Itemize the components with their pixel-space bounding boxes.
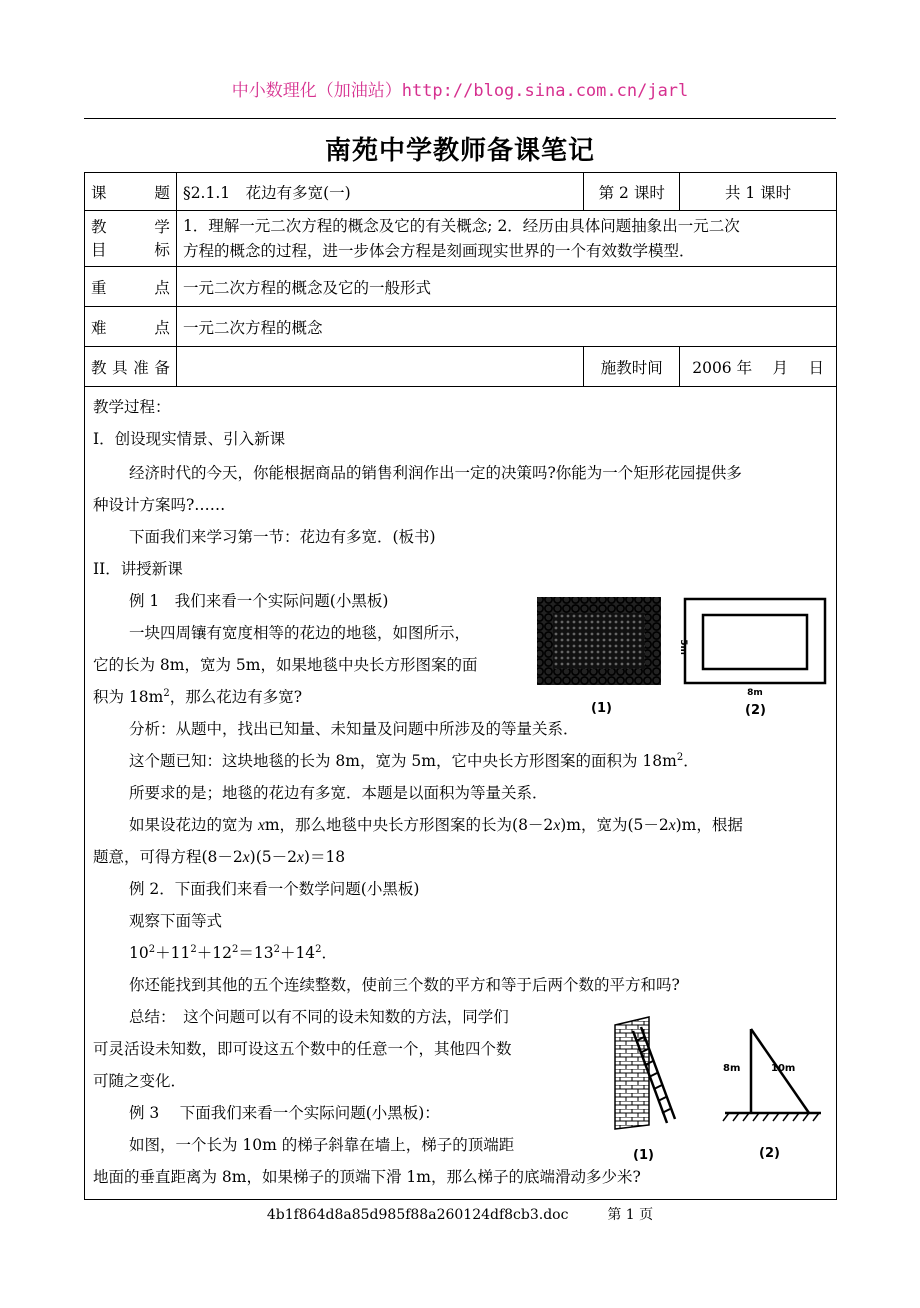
lesson-total: 共 1 课时 <box>680 173 837 211</box>
section-2-title: II．讲授新课 <box>93 560 183 578</box>
triangle-hypotenuse-label: 10m <box>771 1063 796 1074</box>
time-label: 施教时间 <box>584 347 680 387</box>
known-line: 这个题已知：这块地毯的长为 8m，宽为 5m，它中央长方形图案的面积为 $18m^2$． <box>129 752 699 770</box>
difficulty-value: 一元二次方程的概念 <box>176 307 836 347</box>
ladder-figure-label: (1) <box>633 1148 654 1163</box>
example-1-line-1: 一块四周镶有宽度相等的花边的地毯，如图所示， <box>129 624 471 642</box>
document-title: 南苑中学教师备课笔记 <box>324 136 595 166</box>
ladder-figure <box>605 1013 685 1163</box>
key-point-row <box>85 267 837 307</box>
example-1-line-2: 它的长为 8m，宽为 5m，如果地毯中央长方形图案的面 <box>93 656 478 674</box>
example-1-line-3: 积为 $18m^2$，那么花边有多宽? <box>93 688 303 706</box>
teaching-process <box>85 387 837 1200</box>
goals-row <box>85 211 837 267</box>
topic-row <box>85 173 837 211</box>
key-point-value: 一元二次方程的概念及它的一般形式 <box>176 267 836 307</box>
carpet-figure <box>535 595 665 715</box>
outer-rectangle <box>685 599 825 683</box>
footer-page-number: 第 1 页 <box>607 1207 654 1223</box>
example-3-title: 例 3 下面我们来看一个实际问题(小黑板)： <box>129 1104 440 1122</box>
summary-line-2: 可灵活设未知数，即可设这五个数中的任意一个，其他四个数 <box>93 1040 512 1058</box>
observe-line: 观察下面等式 <box>129 912 223 930</box>
rect-width-label: 8m <box>747 688 763 698</box>
analysis-line: 分析：从题中，找出已知量、未知量及问题中所涉及的等量关系． <box>129 720 579 738</box>
example-2-question: 你还能找到其他的五个连续整数，使前三个数的平方和等于后两个数的平方和吗? <box>129 976 680 994</box>
header-link[interactable]: 中小数理化（加油站）http://blog.sina.com.cn/jarl <box>231 81 689 101</box>
footer-filename: 4b1f864d8a85d985f88a260124df8cb3.doc <box>266 1207 569 1223</box>
intro-line-2: 种设计方案吗?…… <box>93 496 226 514</box>
intro-line-3: 下面我们来学习第一节：花边有多宽．(板书) <box>129 528 436 546</box>
wanted-line: 所要求的是；地毯的花边有多宽．本题是以面积为等量关系． <box>129 784 548 802</box>
summary-line-1: 总结： 这个问题可以有不同的设未知数的方法，同学们 <box>129 1008 509 1026</box>
triangle-figure-label: (2) <box>759 1146 780 1161</box>
rect-height-label: 5m <box>678 639 688 655</box>
equation-line: $10^2+11^2+12^2=13^2+14^2$． <box>129 944 338 962</box>
triangle-height-label: 8m <box>723 1063 741 1074</box>
triangle-figure <box>717 1021 827 1161</box>
header-divider <box>84 118 836 119</box>
rect-figure-label: (2) <box>745 703 766 717</box>
setup-line-2: 题意，可得方程(8－2x)(5－2x)＝18 <box>93 848 346 866</box>
intro-line-1: 经济时代的今天，你能根据商品的销售利润作出一定的决策吗?你能为一个矩形花园提供多 <box>129 464 742 482</box>
tools-label: 教具准备 <box>85 347 177 387</box>
tools-row <box>85 347 837 387</box>
carpet-figure-label: (1) <box>591 701 612 715</box>
rectangle-figure <box>675 597 835 717</box>
example-2-title: 例 2．下面我们来看一个数学问题(小黑板) <box>129 880 420 898</box>
time-value: 2006 年 月 日 <box>680 347 837 387</box>
difficulty-label: 难 点 <box>85 307 177 347</box>
page-footer <box>0 1204 920 1224</box>
lesson-plan-table <box>84 172 837 1200</box>
goals-label: 教 学 目 标 <box>85 211 177 267</box>
summary-line-3: 可随之变化． <box>93 1072 187 1090</box>
section-1-title: I．创设现实情景、引入新课 <box>93 430 286 448</box>
topic-label: 课 题 <box>85 173 177 211</box>
key-point-label: 重 点 <box>85 267 177 307</box>
setup-line-1: 如果设花边的宽为 xm，那么地毯中央长方形图案的长为(8－2x)m，宽为(5－2x)m，根据 <box>129 816 743 834</box>
process-row <box>85 387 837 1200</box>
topic-value: §2.1.1 花边有多宽(一) <box>176 173 583 211</box>
example-3-line-1: 如图，一个长为 10m 的梯子斜靠在墙上，梯子的顶端距 <box>129 1136 515 1154</box>
difficulty-row <box>85 307 837 347</box>
lesson-number: 第 2 课时 <box>584 173 680 211</box>
goals-value: 1．理解一元二次方程的概念及它的有关概念; 2．经历由具体问题抽象出一元二次 方程的概念的过程，进一步体会方程是刻画现实世界的一个有效数学模型． <box>176 211 836 267</box>
carpet-center-pattern <box>553 613 645 669</box>
example-1-title: 例 1 我们来看一个实际问题(小黑板) <box>129 592 389 610</box>
example-3-line-2: 地面的垂直距离为 8m，如果梯子的顶端下滑 1m，那么梯子的底端滑动多少米? <box>93 1168 641 1186</box>
process-title: 教学过程： <box>93 398 171 416</box>
tools-value <box>176 347 583 387</box>
inner-rectangle <box>703 615 807 669</box>
